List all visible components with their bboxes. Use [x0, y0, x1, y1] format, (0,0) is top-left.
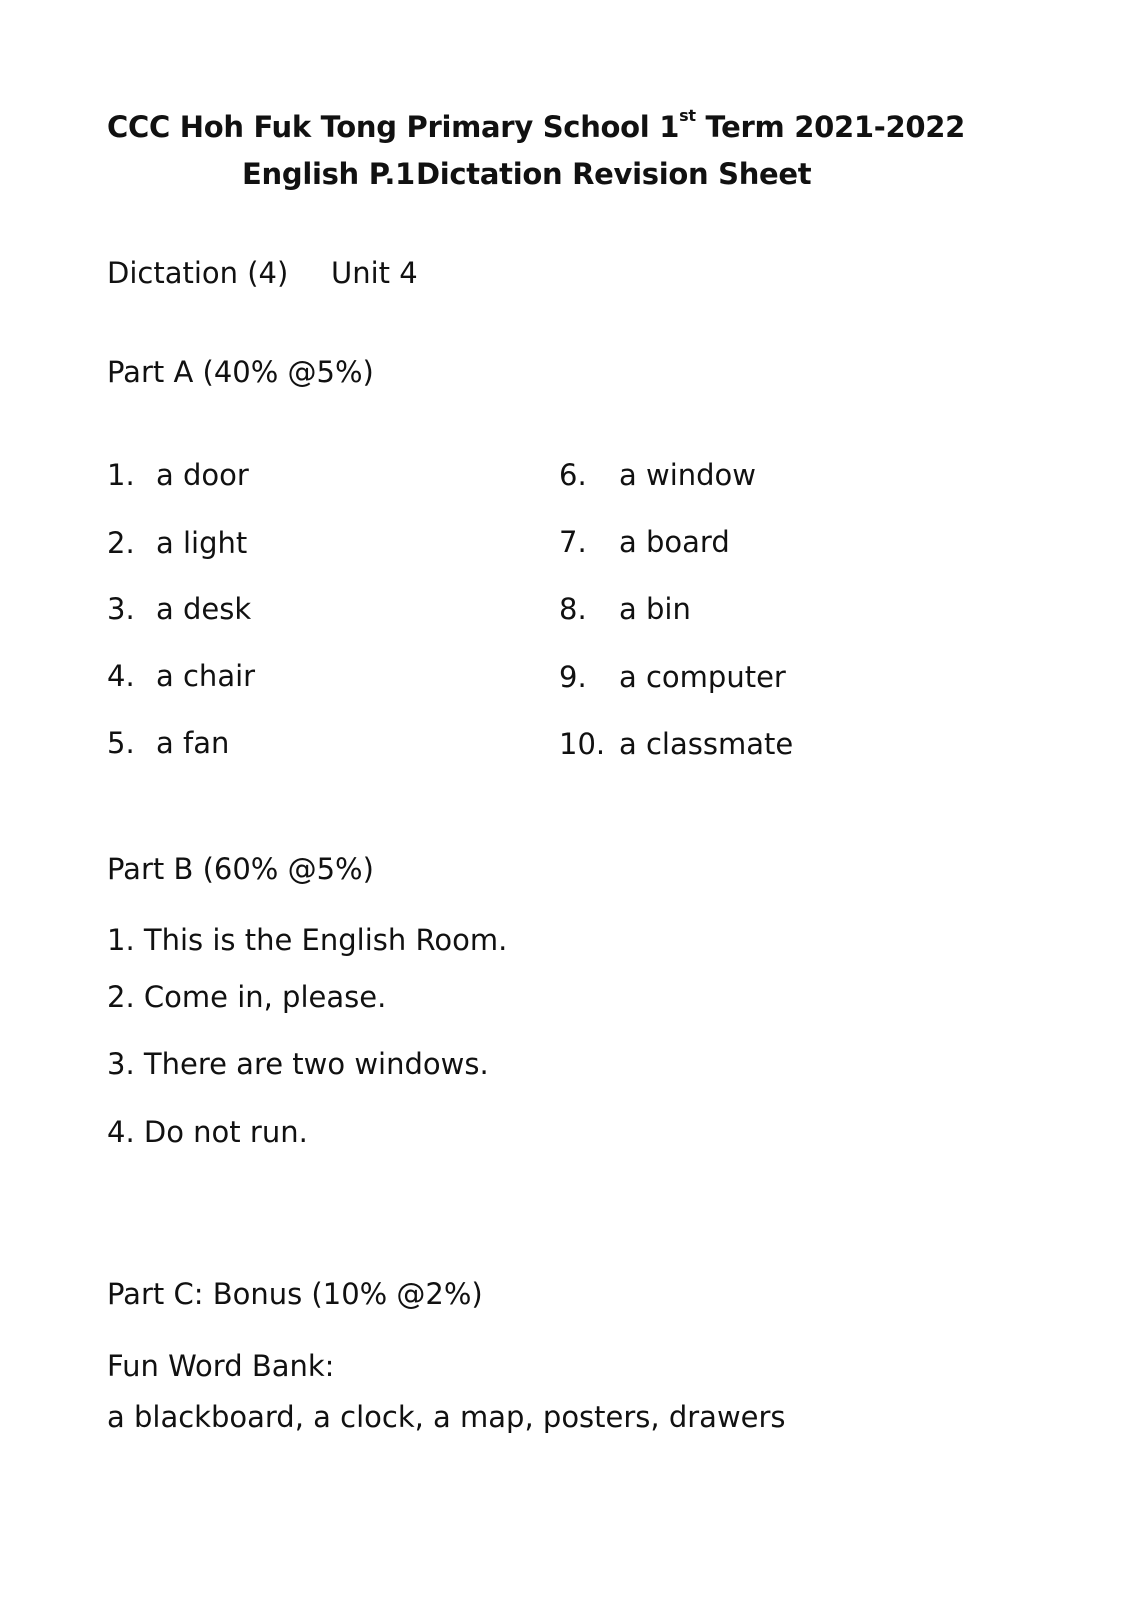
item-number: 8. [559, 592, 587, 626]
dictation-label: Dictation (4) [107, 256, 289, 290]
list-item-text: a board [619, 525, 730, 559]
list-item-text: a bin [619, 592, 691, 626]
list-item [107, 526, 135, 560]
word-bank-label: Fun Word Bank: [107, 1349, 335, 1383]
list-item-text: a window [619, 458, 757, 492]
list-item-text: a computer [619, 660, 786, 694]
word-bank-list: a blackboard, a clock, a map, posters, drawers [107, 1400, 786, 1434]
sentence-item: 1. This is the English Room. [107, 923, 508, 957]
list-item [559, 727, 605, 761]
list-item [107, 726, 135, 760]
item-number: 1. [107, 458, 135, 492]
sentence-item: 2. Come in, please. [107, 980, 387, 1014]
list-item [559, 458, 587, 492]
school-name: CCC Hoh Fuk Tong Primary School 1 [107, 110, 680, 144]
list-item-text: a chair [156, 659, 256, 693]
ordinal-superscript: st [679, 106, 696, 125]
list-item [107, 592, 135, 626]
list-item-text: a light [156, 526, 248, 560]
unit-label: Unit 4 [331, 256, 418, 290]
item-number: 4. [107, 659, 135, 693]
term-label: Term 2021-2022 [695, 110, 965, 144]
list-item-text: a fan [156, 726, 230, 760]
subject-label: English P.1 [242, 157, 415, 191]
sheet-title: Dictation Revision Sheet [416, 157, 812, 191]
item-number: 6. [559, 458, 587, 492]
subject-line [242, 157, 415, 191]
list-item [559, 525, 587, 559]
list-item-text: a desk [156, 592, 252, 626]
part-b-heading: Part B (60% @5%) [107, 852, 374, 886]
item-number: 9. [559, 660, 587, 694]
item-number: 10. [559, 727, 606, 761]
list-item-text: a classmate [619, 727, 794, 761]
item-number: 2. [107, 526, 135, 560]
item-number: 5. [107, 726, 135, 760]
sentence-item: 4. Do not run. [107, 1115, 308, 1149]
list-item [559, 660, 587, 694]
list-item [559, 592, 587, 626]
item-number: 3. [107, 592, 135, 626]
part-a-heading: Part A (40% @5%) [107, 355, 374, 389]
list-item [107, 659, 135, 693]
list-item [107, 458, 135, 492]
sentence-item: 3. There are two windows. [107, 1047, 489, 1081]
part-c-heading: Part C: Bonus (10% @2%) [107, 1277, 483, 1311]
list-item-text: a door [156, 458, 249, 492]
school-title-line [107, 106, 965, 144]
item-number: 7. [559, 525, 587, 559]
